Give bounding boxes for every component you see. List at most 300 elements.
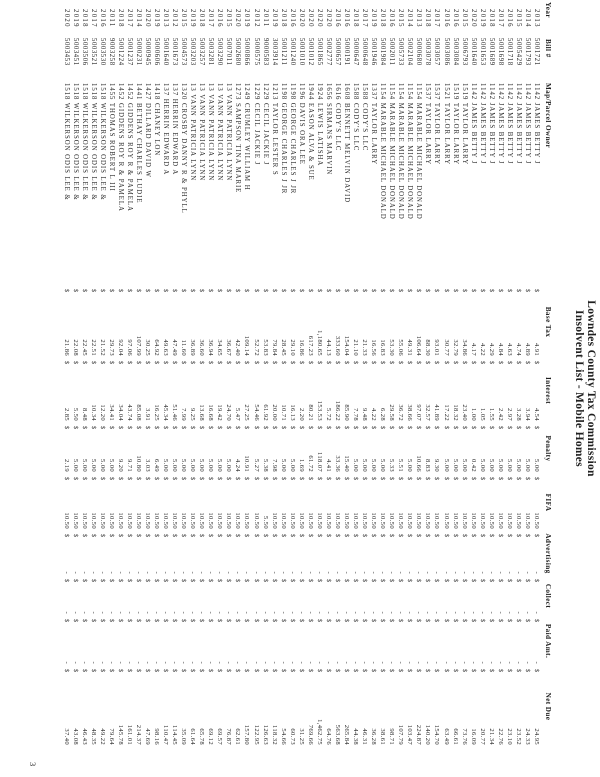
cell-bill: 5003530 bbox=[98, 38, 106, 66]
cell-fifa-value: 10.50 bbox=[62, 512, 70, 529]
cell-bill: 5001721 bbox=[532, 38, 540, 66]
cell-year: 2016 bbox=[388, 9, 396, 28]
table-row bbox=[514, 0, 523, 777]
currency-symbol: $ bbox=[143, 477, 151, 481]
cell-advertising-value: - bbox=[279, 571, 287, 574]
cell-collect bbox=[406, 576, 413, 616]
currency-symbol: $ bbox=[125, 289, 133, 293]
cell-fifa bbox=[415, 474, 422, 531]
cell-owner: 1588 CODY'S LLC bbox=[352, 83, 360, 152]
cell-bill: 5001211 bbox=[279, 38, 287, 66]
currency-symbol: $ bbox=[252, 426, 260, 430]
cell-advertising-value: - bbox=[397, 571, 405, 574]
currency-symbol: $ bbox=[370, 361, 378, 365]
currency-symbol: $ bbox=[361, 534, 369, 538]
cell-collect-value: - bbox=[279, 611, 287, 614]
cell-owner: 1196 DAVIS ORA LEE bbox=[297, 83, 305, 165]
cell-interest bbox=[225, 358, 232, 423]
cell-paid-amt bbox=[90, 616, 97, 666]
cell-fifa bbox=[81, 474, 88, 531]
currency-symbol: $ bbox=[143, 361, 151, 365]
currency-symbol: $ bbox=[469, 426, 477, 430]
cell-advertising bbox=[72, 531, 79, 576]
table-row bbox=[107, 0, 116, 777]
currency-symbol: $ bbox=[306, 534, 314, 538]
cell-year: 2015 bbox=[514, 9, 522, 28]
currency-symbol: $ bbox=[370, 619, 378, 623]
cell-interest bbox=[524, 358, 531, 423]
cell-fifa-value: 10.50 bbox=[370, 512, 378, 529]
cell-base-tax bbox=[126, 286, 133, 358]
currency-symbol: $ bbox=[379, 619, 387, 623]
cell-advertising bbox=[234, 531, 241, 576]
cell-collect bbox=[452, 576, 459, 616]
currency-symbol: $ bbox=[180, 289, 188, 293]
cell-paid-amt bbox=[180, 616, 187, 666]
currency-symbol: $ bbox=[451, 534, 459, 538]
currency-symbol: $ bbox=[180, 477, 188, 481]
cell-advertising bbox=[117, 531, 124, 576]
table-row bbox=[279, 0, 288, 777]
table-row bbox=[333, 0, 342, 777]
cell-base-tax-value: 4.89 bbox=[523, 343, 531, 356]
cell-interest-value: 18.32 bbox=[451, 404, 459, 421]
cell-base-tax bbox=[108, 286, 115, 358]
currency-symbol: $ bbox=[207, 534, 215, 538]
cell-penalty bbox=[253, 423, 260, 474]
currency-symbol: $ bbox=[225, 669, 233, 673]
cell-penalty-value: 5.00 bbox=[478, 459, 486, 472]
currency-symbol: $ bbox=[107, 426, 115, 430]
cell-interest-value: 5.72 bbox=[324, 408, 332, 421]
cell-collect bbox=[216, 576, 223, 616]
cell-interest-value: 1.55 bbox=[487, 408, 495, 421]
currency-symbol: $ bbox=[171, 426, 179, 430]
currency-symbol: $ bbox=[89, 289, 97, 293]
cell-fifa bbox=[379, 474, 386, 531]
cell-year: 2020 bbox=[315, 9, 323, 28]
cell-paid-amt bbox=[234, 616, 241, 666]
cell-bill: 5000575 bbox=[252, 38, 260, 66]
cell-penalty bbox=[406, 423, 413, 474]
cell-bill: 5001865 bbox=[315, 38, 323, 66]
cell-paid-amt-value: - bbox=[315, 661, 323, 664]
cell-paid-amt bbox=[72, 616, 79, 666]
cell-year: 2019 bbox=[153, 9, 161, 28]
cell-paid-amt bbox=[126, 616, 133, 666]
currency-symbol: $ bbox=[89, 477, 97, 481]
cell-interest-value: 3.94 bbox=[523, 408, 531, 421]
cell-base-tax bbox=[506, 286, 513, 358]
cell-bill: 5002104 bbox=[406, 38, 414, 66]
cell-interest-value: 45.34 bbox=[162, 404, 170, 421]
cell-paid-amt-value: - bbox=[388, 661, 396, 664]
cell-paid-amt-value: - bbox=[297, 661, 305, 664]
cell-interest-value: 7.78 bbox=[352, 408, 360, 421]
cell-penalty bbox=[153, 423, 160, 474]
cell-paid-amt bbox=[497, 616, 504, 666]
cell-advertising-value: - bbox=[433, 571, 441, 574]
currency-symbol: $ bbox=[523, 579, 531, 583]
cell-owner: 1518 WILKERSON ODIS LEE & bbox=[71, 83, 79, 201]
currency-symbol: $ bbox=[189, 361, 197, 365]
cell-net-due-value: 46.43 bbox=[80, 728, 88, 745]
currency-symbol: $ bbox=[433, 619, 441, 623]
currency-symbol: $ bbox=[315, 619, 323, 623]
cell-base-tax-value: 154.04 bbox=[343, 335, 350, 356]
cell-collect-value: - bbox=[388, 611, 396, 614]
cell-penalty bbox=[207, 423, 214, 474]
currency-symbol: $ bbox=[189, 477, 197, 481]
cell-paid-amt bbox=[81, 616, 88, 666]
cell-fifa bbox=[99, 474, 106, 531]
cell-base-tax-value: 21.10 bbox=[352, 339, 360, 356]
cell-penalty-value: 118.07 bbox=[315, 452, 323, 472]
currency-symbol: $ bbox=[243, 426, 251, 430]
cell-bill: 5003203 bbox=[189, 38, 197, 66]
cell-penalty bbox=[424, 423, 431, 474]
cell-fifa-value: 10.50 bbox=[433, 512, 441, 529]
currency-symbol: $ bbox=[80, 426, 88, 430]
currency-symbol: $ bbox=[324, 669, 332, 673]
cell-interest-value: 85.90 bbox=[343, 404, 350, 421]
currency-symbol: $ bbox=[460, 669, 468, 673]
currency-symbol: $ bbox=[514, 361, 522, 365]
cell-year: 2015 bbox=[180, 9, 188, 28]
currency-symbol: $ bbox=[424, 426, 432, 430]
cell-interest bbox=[406, 358, 413, 423]
table-row bbox=[98, 0, 107, 777]
table-row bbox=[369, 0, 378, 777]
page-number: 3 bbox=[28, 762, 38, 767]
cell-interest-value: 186.22 bbox=[333, 400, 341, 421]
currency-symbol: $ bbox=[216, 619, 224, 623]
cell-paid-amt-value: - bbox=[288, 661, 296, 664]
currency-symbol: $ bbox=[496, 534, 504, 538]
currency-symbol: $ bbox=[297, 619, 305, 623]
currency-symbol: $ bbox=[397, 619, 405, 623]
cell-advertising-value: - bbox=[523, 571, 531, 574]
cell-interest-value: 4.22 bbox=[370, 408, 378, 421]
cell-net-due bbox=[307, 666, 314, 747]
cell-base-tax bbox=[99, 286, 106, 358]
currency-symbol: $ bbox=[424, 619, 432, 623]
cell-net-due bbox=[488, 666, 495, 747]
cell-collect-value: - bbox=[89, 611, 97, 614]
cell-net-due bbox=[207, 666, 214, 747]
cell-interest-value: 5.47 bbox=[234, 408, 242, 421]
cell-collect-value: - bbox=[523, 611, 531, 614]
currency-symbol: $ bbox=[171, 477, 179, 481]
cell-penalty-value: 5.00 bbox=[406, 459, 414, 472]
cell-penalty bbox=[443, 423, 450, 474]
cell-advertising bbox=[280, 531, 287, 576]
cell-paid-amt-value: - bbox=[424, 661, 432, 664]
cell-penalty bbox=[515, 423, 522, 474]
cell-interest bbox=[479, 358, 486, 423]
cell-interest bbox=[379, 358, 386, 423]
currency-symbol: $ bbox=[62, 669, 70, 673]
cell-owner: 1518 WILKERSON ODIS LEE & bbox=[80, 83, 88, 201]
cell-interest-value: 36.72 bbox=[397, 404, 405, 421]
cell-interest bbox=[135, 358, 142, 423]
currency-symbol: $ bbox=[62, 361, 70, 365]
cell-penalty-value: 10.66 bbox=[415, 455, 423, 472]
currency-symbol: $ bbox=[361, 477, 369, 481]
cell-base-tax-value: 1,180.65 bbox=[315, 330, 323, 356]
currency-symbol: $ bbox=[107, 477, 115, 481]
cell-penalty bbox=[117, 423, 124, 474]
cell-collect-value: - bbox=[189, 611, 197, 614]
cell-collect-value: - bbox=[306, 611, 314, 614]
cell-penalty-value: 5.00 bbox=[171, 459, 179, 472]
cell-owner: 1337 TAYLOR LARRY bbox=[370, 83, 378, 166]
currency-symbol: $ bbox=[153, 619, 161, 623]
cell-paid-amt bbox=[443, 616, 450, 666]
cell-collect-value: - bbox=[107, 611, 115, 614]
cell-penalty bbox=[307, 423, 314, 474]
currency-symbol: $ bbox=[116, 477, 124, 481]
cell-collect-value: - bbox=[234, 611, 242, 614]
table-row bbox=[89, 0, 98, 777]
currency-symbol: $ bbox=[288, 669, 296, 673]
cell-interest bbox=[81, 358, 88, 423]
currency-symbol: $ bbox=[107, 619, 115, 623]
cell-net-due-value: 161.01 bbox=[125, 724, 133, 745]
cell-fifa bbox=[280, 474, 287, 531]
cell-collect-value: - bbox=[171, 611, 179, 614]
cell-paid-amt bbox=[289, 616, 296, 666]
cell-fifa bbox=[307, 474, 314, 531]
currency-symbol: $ bbox=[189, 619, 197, 623]
cell-year: 2019 bbox=[478, 9, 486, 28]
currency-symbol: $ bbox=[71, 534, 79, 538]
cell-base-tax-value: 28.45 bbox=[279, 339, 287, 356]
cell-paid-amt-value: - bbox=[532, 661, 540, 664]
currency-symbol: $ bbox=[162, 426, 170, 430]
table-row bbox=[387, 0, 396, 777]
currency-symbol: $ bbox=[180, 361, 188, 365]
cell-bill: 9003258 bbox=[107, 38, 115, 66]
currency-symbol: $ bbox=[460, 619, 468, 623]
cell-owner: 1452 GIDDENS ROY R & PAMELA bbox=[125, 83, 133, 212]
currency-symbol: $ bbox=[532, 534, 540, 538]
cell-fifa bbox=[316, 474, 323, 531]
cell-interest-value: 2.42 bbox=[496, 408, 504, 421]
cell-net-due-value: 47.69 bbox=[143, 728, 151, 745]
currency-symbol: $ bbox=[162, 477, 170, 481]
cell-paid-amt bbox=[117, 616, 124, 666]
cell-collect-value: - bbox=[532, 611, 540, 614]
cell-penalty-value: 1.69 bbox=[297, 459, 305, 472]
cell-base-tax-value: 93.01 bbox=[433, 339, 441, 356]
cell-fifa bbox=[388, 474, 395, 531]
cell-net-due bbox=[253, 666, 260, 747]
cell-owner: 1229 CECIL JACKIE J bbox=[261, 83, 269, 166]
cell-collect bbox=[108, 576, 115, 616]
cell-advertising-value: - bbox=[89, 571, 97, 574]
table-row bbox=[152, 0, 161, 777]
currency-symbol: $ bbox=[107, 669, 115, 673]
cell-advertising-value: - bbox=[71, 571, 79, 574]
currency-symbol: $ bbox=[116, 289, 124, 293]
cell-fifa-value: 10.50 bbox=[107, 512, 115, 529]
currency-symbol: $ bbox=[370, 579, 378, 583]
cell-fifa bbox=[524, 474, 531, 531]
cell-base-tax-value: 107.99 bbox=[134, 335, 142, 356]
currency-symbol: $ bbox=[198, 426, 206, 430]
currency-symbol: $ bbox=[162, 361, 170, 365]
cell-year: 2018 bbox=[487, 9, 495, 28]
cell-fifa-value: 10.50 bbox=[424, 512, 432, 529]
cell-advertising bbox=[262, 531, 269, 576]
cell-net-due-value: 265.84 bbox=[343, 724, 350, 745]
cell-paid-amt bbox=[424, 616, 431, 666]
currency-symbol: $ bbox=[153, 477, 161, 481]
cell-base-tax bbox=[470, 286, 477, 358]
cell-base-tax bbox=[461, 286, 468, 358]
cell-penalty bbox=[271, 423, 278, 474]
cell-collect-value: - bbox=[270, 611, 278, 614]
cell-advertising-value: - bbox=[107, 571, 115, 574]
currency-symbol: $ bbox=[162, 534, 170, 538]
currency-symbol: $ bbox=[424, 289, 432, 293]
currency-symbol: $ bbox=[270, 361, 278, 365]
cell-interest-value: 4.54 bbox=[532, 408, 540, 421]
currency-symbol: $ bbox=[415, 477, 423, 481]
currency-symbol: $ bbox=[297, 579, 305, 583]
cell-net-due-value: 118.32 bbox=[270, 725, 278, 745]
cell-advertising bbox=[352, 531, 359, 576]
currency-symbol: $ bbox=[406, 289, 414, 293]
cell-penalty-value: 5.00 bbox=[98, 459, 106, 472]
cell-penalty-value: 5.00 bbox=[189, 459, 197, 472]
cell-base-tax bbox=[72, 286, 79, 358]
currency-symbol: $ bbox=[198, 579, 206, 583]
cell-bill: 5001640 bbox=[162, 38, 170, 66]
cell-interest bbox=[63, 358, 70, 423]
currency-symbol: $ bbox=[424, 579, 432, 583]
cell-owner: 1154 MARABLE MICHAEL DONALD bbox=[397, 83, 405, 220]
cell-penalty-value: 5.33 bbox=[388, 459, 396, 472]
currency-symbol: $ bbox=[505, 619, 513, 623]
cell-interest bbox=[515, 358, 522, 423]
cell-bill: 5001012 bbox=[306, 38, 314, 66]
cell-collect-value: - bbox=[153, 611, 161, 614]
cell-net-due bbox=[452, 666, 459, 747]
cell-penalty-value: 5.00 bbox=[442, 459, 450, 472]
cell-bill: 5000657 bbox=[333, 38, 341, 66]
cell-bill: 5001946 bbox=[370, 38, 378, 66]
currency-symbol: $ bbox=[234, 669, 242, 673]
cell-advertising bbox=[271, 531, 278, 576]
cell-collect bbox=[262, 576, 269, 616]
currency-symbol: $ bbox=[514, 619, 522, 623]
cell-base-tax bbox=[253, 286, 260, 358]
table-row bbox=[414, 0, 423, 777]
cell-collect-value: - bbox=[315, 611, 323, 614]
currency-symbol: $ bbox=[80, 619, 88, 623]
cell-base-tax bbox=[406, 286, 413, 358]
currency-symbol: $ bbox=[98, 579, 106, 583]
currency-symbol: $ bbox=[343, 289, 350, 293]
cell-fifa-value: 10.50 bbox=[406, 512, 414, 529]
cell-advertising-value: - bbox=[198, 571, 206, 574]
cell-paid-amt-value: - bbox=[478, 661, 486, 664]
currency-symbol: $ bbox=[279, 361, 287, 365]
currency-symbol: $ bbox=[98, 477, 106, 481]
cell-penalty-value: 5.00 bbox=[198, 459, 206, 472]
currency-symbol: $ bbox=[189, 579, 197, 583]
cell-fifa-value: 10.50 bbox=[388, 512, 396, 529]
cell-net-due bbox=[506, 666, 513, 747]
cell-bill: 5002680 bbox=[234, 38, 242, 66]
cell-penalty-value: 5.38 bbox=[261, 459, 269, 472]
cell-net-due bbox=[153, 666, 160, 747]
currency-symbol: $ bbox=[370, 426, 378, 430]
cell-paid-amt-value: - bbox=[107, 661, 115, 664]
currency-symbol: $ bbox=[469, 477, 477, 481]
cell-owner: 1142 JAMES BETTY J bbox=[496, 83, 504, 165]
cell-penalty bbox=[488, 423, 495, 474]
cell-base-tax bbox=[479, 286, 486, 358]
cell-base-tax-value: 79.84 bbox=[270, 339, 278, 356]
cell-paid-amt-value: - bbox=[98, 661, 106, 664]
cell-paid-amt bbox=[280, 616, 287, 666]
currency-symbol: $ bbox=[487, 426, 495, 430]
cell-paid-amt-value: - bbox=[514, 661, 522, 664]
cell-base-tax bbox=[334, 286, 341, 358]
cell-net-due-value: 20.77 bbox=[478, 728, 486, 745]
cell-bill: 5000606 bbox=[153, 38, 161, 66]
cell-penalty bbox=[262, 423, 269, 474]
currency-symbol: $ bbox=[451, 669, 459, 673]
currency-symbol: $ bbox=[442, 619, 450, 623]
currency-symbol: $ bbox=[478, 477, 486, 481]
currency-symbol: $ bbox=[523, 477, 531, 481]
currency-symbol: $ bbox=[288, 619, 296, 623]
cell-advertising-value: - bbox=[460, 571, 468, 574]
table-row bbox=[116, 0, 125, 777]
cell-paid-amt bbox=[433, 616, 440, 666]
cell-paid-amt bbox=[198, 616, 205, 666]
cell-collect bbox=[370, 576, 377, 616]
cell-advertising-value: - bbox=[505, 571, 513, 574]
cell-base-tax-value: 42.40 bbox=[234, 339, 242, 356]
cell-interest bbox=[280, 358, 287, 423]
currency-symbol: $ bbox=[388, 426, 396, 430]
cell-paid-amt bbox=[99, 616, 106, 666]
cell-bill: 5003257 bbox=[198, 38, 206, 66]
cell-bill: 5001698 bbox=[496, 38, 504, 66]
cell-advertising bbox=[108, 531, 115, 576]
cell-bill: 5001793 bbox=[523, 38, 531, 66]
currency-symbol: $ bbox=[397, 669, 405, 673]
cell-collect bbox=[307, 576, 314, 616]
cell-owner: 1142 JAMES BETTY J bbox=[532, 83, 540, 165]
cell-year: 2020 bbox=[234, 9, 242, 28]
currency-symbol: $ bbox=[306, 361, 314, 365]
cell-net-due-value: 44.38 bbox=[352, 728, 360, 745]
cell-base-tax bbox=[415, 286, 422, 358]
cell-year: 2012 bbox=[252, 9, 260, 28]
cell-advertising-value: - bbox=[532, 571, 540, 574]
cell-base-tax-value: 47.49 bbox=[171, 339, 179, 356]
cell-year: 2017 bbox=[361, 9, 369, 28]
cell-penalty-value: 5.00 bbox=[279, 459, 287, 472]
cell-fifa-value: 10.50 bbox=[415, 512, 423, 529]
cell-advertising bbox=[533, 531, 540, 576]
